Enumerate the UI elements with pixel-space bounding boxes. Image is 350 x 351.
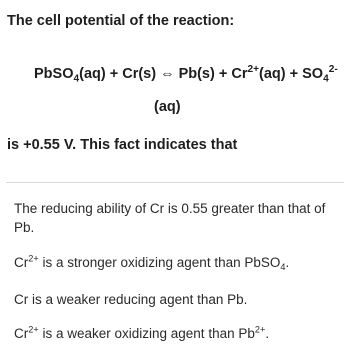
- option-superscript: 2+: [254, 324, 266, 335]
- answer-option-1[interactable]: [14, 199, 334, 237]
- product-so4-charge: 2-: [328, 63, 338, 75]
- answer-option-4[interactable]: [14, 324, 334, 343]
- question-intro: The cell potential of the reaction:: [7, 13, 235, 29]
- answer-option-3[interactable]: [14, 290, 334, 309]
- option-text: .: [265, 326, 270, 341]
- equilibrium-arrow-icon: ⇔: [160, 66, 175, 82]
- option-superscript: 2+: [28, 324, 39, 335]
- reaction-equation: [34, 63, 338, 85]
- option-text: is a weaker oxidizing agent than Pb: [38, 326, 255, 341]
- product-so4-subscript: 4: [323, 73, 329, 85]
- product-pb-cr: Pb(s) + Cr: [178, 66, 248, 82]
- option-text: .: [285, 255, 290, 270]
- reactant-cr: (aq) + Cr(s): [79, 66, 157, 82]
- option-text: Cr: [14, 255, 29, 270]
- option-text: is a stronger oxidizing agent than PbSO: [38, 255, 281, 270]
- reactant-pbso4-subscript: 4: [73, 73, 80, 85]
- option-text: The reducing ability of Cr is 0.55 greater than that of Pb.: [14, 201, 326, 235]
- product-so4: (aq) + SO: [259, 66, 324, 82]
- option-superscript: 2+: [28, 253, 39, 264]
- answer-divider: [6, 182, 344, 183]
- reaction-equation-aq: (aq): [154, 99, 181, 115]
- question-outro: is +0.55 V. This fact indicates that: [7, 137, 238, 153]
- option-text: Cr: [14, 326, 29, 341]
- option-text: Cr is a weaker reducing agent than Pb.: [14, 292, 248, 307]
- option-subscript: 4: [280, 262, 286, 273]
- product-cr-charge: 2+: [247, 63, 260, 75]
- answer-option-2[interactable]: [14, 253, 334, 272]
- reactant-pbso4: PbSO: [34, 66, 74, 82]
